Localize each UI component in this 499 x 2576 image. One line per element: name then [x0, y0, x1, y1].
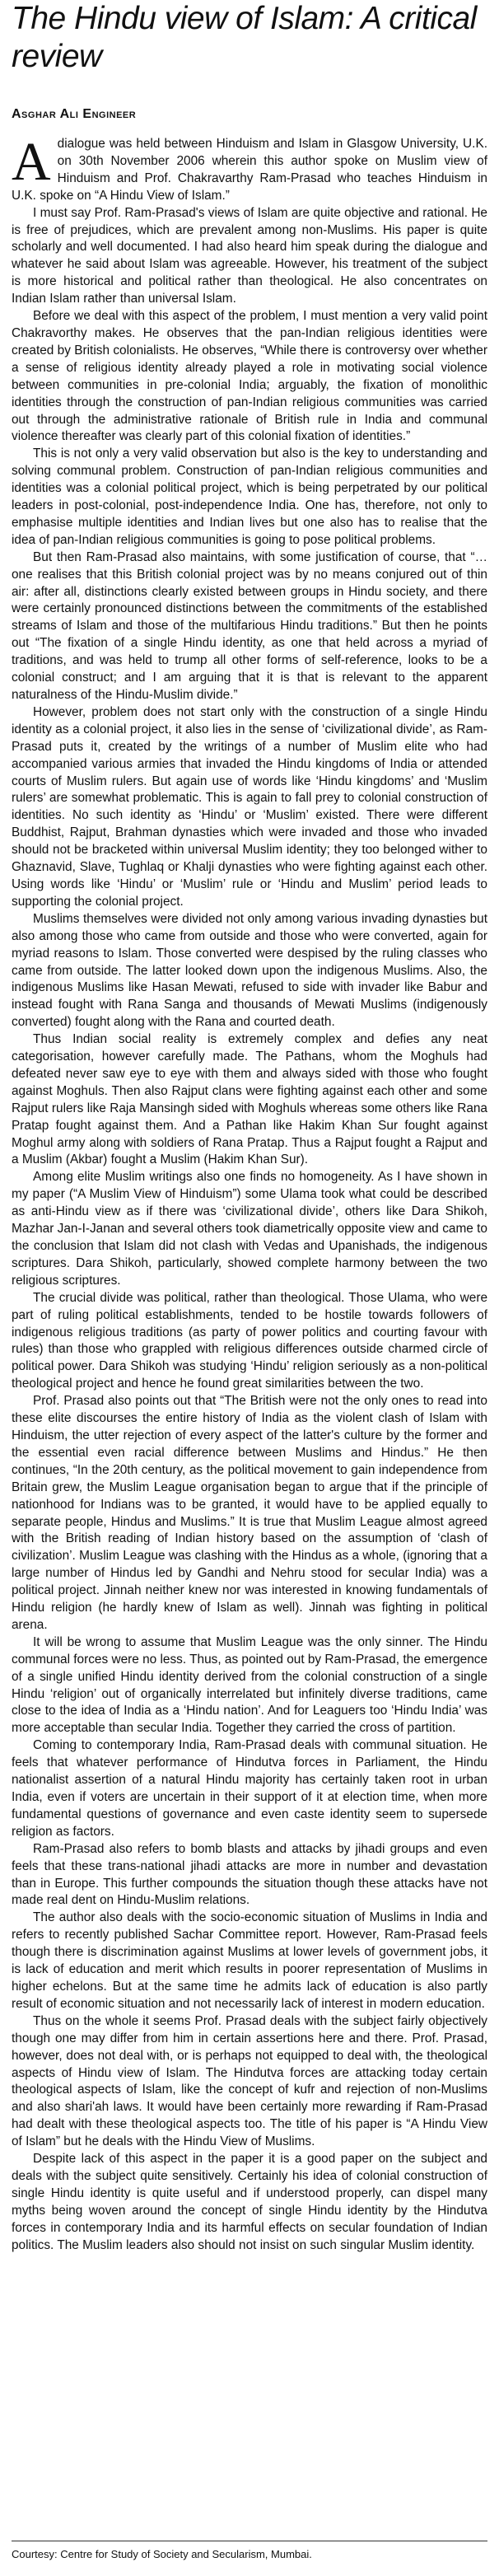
article-paragraph-1: [12, 132, 487, 205]
article-paragraph: Muslims themselves were divided not only among various invading dynasties but also among those who came from outside and those who were converted, again for myriad reasons to Islam. Those converted were despised by the ruling classes who came from outside. The latter looked down upon the indigenous Muslims. Also, the indigenous Muslims like Hasan Mewati, refused to side with invader like Babur and instead fought with Rana Sanga and thousands of Mewati Muslims (indigenously converted) fought along with the Rana and courted death.: [12, 911, 487, 1030]
article-paragraph: However, problem does not start only with the construction of a single Hindu identity as a colonial project, it also lies in the sense of ‘civilizational divide’, as Ram-Prasad puts it, created by the writings of a number of Muslim elite who had accompanied various armies that invaded the Hindu kingdoms of India or attended courts of Muslim rulers. But again use of words like ‘Hindu kingdoms’ and ‘Muslim rulers’ are somewhat problematic. This is again to fall prey to colonial construction of identities. No such identity as ‘Hindu’ or ‘Muslim’ existed. There were different Buddhist, Rajput, Brahman dynasties which were invaded and those who invaded should not be bracketed within universal Muslim identity; they too belonged wither to Ghaznavid, Slave, Tughlaq or Khalji dynasties who were fighting against each other. Using words like ‘Hindu’ or ‘Muslim’ rule or ‘Hindu and Muslim’ period leads to supporting the colonial project.: [12, 704, 487, 909]
article-paragraph: Ram-Prasad also refers to bomb blasts and attacks by jihadi groups and even feels that these trans-national jihadi attacks are more in number and devastation than in Europe. This further compounds the situation though these attacks have not made real dent on Hindu-Muslim relations.: [12, 1841, 487, 1908]
author-byline: Asghar Ali Engineer: [12, 107, 137, 121]
article-paragraph: Thus on the whole it seems Prof. Prasad deals with the subject fairly objectively though one may differ from him in certain assertions here and there. Prof. Prasad, however, does not deal with, or is perhaps not equipped to deal with, the theological aspects of Hindu view of Islam. The Hindutva forces are attacking today certain theological aspects of Islam, like the concept of kufr and rejection of non-Muslims and also shari'ah laws. It would have been certainly more rewarding if Ram-Prasad had dealt with these theological aspects too. The title of his paper is “A Hindu View of Islam” but he deals with the Hindu View of Muslims.: [12, 2013, 487, 2149]
courtesy-note: Courtesy: Centre for Study of Society and Secularism, Mumbai.: [12, 2548, 312, 2560]
article-paragraph: I must say Prof. Ram-Prasad's views of Islam are quite objective and rational. He is free of prejudices, which are prevalent among non-Muslims. His paper is quite scholarly and well documented. I had also heard him speak during the dialogue and whatever he said about Islam was agreeable. However, his treatment of the subject is more historical and political rather than theological. He also concentrates on Indian Islam rather than universal Islam.: [12, 205, 487, 306]
article-paragraph: But then Ram-Prasad also maintains, with some justification of course, that “…one realises that this British colonial project was by no means conjured out of thin air: after all, distinctions clearly existed between groups in Hindu society, and there were certainly pronounced distinctions between the commitments of the established streams of Islam and those of the multifarious Hindu traditions.” But then he points out “The fixation of a single Hindu identity, as one that held across a myriad of traditions, and was held to trump all other forms of self-reference, looks to be a colonial construct; and I am arguing that it is that is relevant to the apparent naturalness of the Hindu-Muslim divide.”: [12, 549, 487, 702]
article-paragraph: Thus Indian social reality is extremely complex and defies any neat categorisation, however carefully made. The Pathans, whom the Moghuls had defeated never saw eye to eye with them and always sided with those who fought against Moghuls. Then also Rajput clans were fighting against each other and some Rajput rulers like Raja Mansingh sided with Moghuls whereas some others like Rana Pratap fought against them. And a Pathan like Hakim Khan Sur fought against Moghul army along with soldiers of Rana Pratap. Thus a Rajput fought a Rajput and a Muslim (Akbar) fought a Muslim (Hakim Khan Sur).: [12, 1032, 487, 1167]
paragraph-text: dialogue was held between Hinduism and Islam in Glasgow University, U.K. on 30th November 2006 wherein this author spoke on Muslim view of Hinduism and Prof. Chakravarthy Ram-Prasad who teaches Hinduism in U.K. spoke on “A Hindu View of Islam.”: [12, 137, 487, 203]
article-paragraph: This is not only a very valid observation but also is the key to understanding and solving communal problem. Construction of pan-Indian religious communities and identities was a colonial political project, which is being perpetrated by our political leaders in post-colonial, post-independence India. One has, therefore, not only to emphasise multiple identities and Indian lives but one also has to realise that the idea of pan-Indian religious communities is going to pose political problems.: [12, 446, 487, 547]
article-paragraph: The crucial divide was political, rather than theological. Those Ulama, who were part of ruling political establishments, tended to be hostile towards followers of indigenous religious traditions (as party of power politics and courting favour with rules) than those who grappled with religious differences outside charmed circle of political power. Dara Shikoh was studying ‘Hindu’ religion seriously as a non-political theological project and hence he found great similarities between the two.: [12, 1290, 487, 1391]
article-paragraph: Despite lack of this aspect in the paper it is a good paper on the subject and deals with the subject quite sensitively. Certainly his idea of colonial construction of single Hindu identity is quite useful and if understood properly, can dispel many myths being woven around the concept of single Hindu identity by the Hindutva forces in contemporary India and its harmful effects on secular foundation of Indian politics. The Muslim leaders also should not insist on such singular Muslim identity.: [12, 2152, 487, 2252]
article-paragraph: Prof. Prasad also points out that “The British were not the only ones to read into these elite discourses the entire history of India as the violent clash of Islam with Hinduism, the utter rejection of every aspect of the latter's culture by the former and the essential even racial difference between Muslims and Hindus.” He then continues, “In the 20th century, as the political movement to gain independence from Britain grew, the Muslim League organisation began to argue that if the principle of nationhood for Indians was to be granted, it would have to be applied equally to separate people, Hindus and Muslims.” It is true that Muslim League almost agreed with the British reading of Indian history based on the assumption of ‘clash of civilization’. Muslim League was clashing with the Hindus as a whole, (ignoring that a large number of Hindus led by Gandhi and Nehru stood for secular India) was a political project. Jinnah neither knew nor was interested in knowing fundamentals of Hindu religion (he hardly knew of Islam as well). Jinnah was fighting in political arena.: [12, 1394, 487, 1632]
article-paragraph: It will be wrong to assume that Muslim League was the only sinner. The Hindu communal forces were no less. Thus, as pointed out by Ram-Prasad, the emergence of a single unified Hindu identity derived from the colonial construction of a single Hindu ‘religion’ out of organically interrelated but infinitely diverse traditions, came close to the idea of India as a ‘Hindu nation’. And for Leaguers too ‘Hindu India’ was more acceptable than secular India. Together they carried the cross of partition.: [12, 1634, 488, 1736]
article-paragraph: Before we deal with this aspect of the problem, I must mention a very valid point Chakravorthy makes. He observes that the pan-Indian religious identities were created by British colonialists. He observes, “While there is controversy over whether a sense of religious identity already played a role in motivating social violence between communities in pre-colonial India; arguably, the fixation of monolithic identities through the construction of pan-Indian religious communities was carried out through the administrative rationale of British rule in India and communal violence thereafter was clearly part of this colonial fixation of identities.”: [12, 309, 487, 444]
article-paragraph: Coming to contemporary India, Ram-Prasad deals with communal situation. He feels that whatever performance of Hindutva forces in Parliament, the Hindu nationalist assertion of a natural Hindu majority has certainly taken root in urban India, even if voters are uncertain in their support of it at election time, when more fundamental questions of governance and even caste identity seem to supersede religion as factors.: [12, 1738, 487, 1839]
article-paragraph: Among elite Muslim writings also one finds no homogeneity. As I have shown in my paper (“A Muslim View of Hinduism”) some Ulama took what could be described as anti-Hindu view as if there was ‘civilizational divide’, others like Dara Shikoh, Mazhar Jan-I-Janan and several others took diametrically opposite view and came to the conclusion that Islam did not clash with Vedas and Upanishads, the indigenous scriptures. Dara Shikoh, particularly, showed complete harmony between the two religious scriptures.: [12, 1170, 487, 1288]
article-paragraph: The author also deals with the socio-economic situation of Muslims in India and refers to recently published Sachar Committee report. However, Ram-Prasad feels though there is discrimination against Muslims at lower levels of government jobs, it is lack of education and merit which results in poorer representation of Muslims in higher echelons. But at the same time he admits lack of education is also partly result of economic situation and not necessarily lack of interest in modern education.: [12, 1910, 487, 2011]
article-title: The Hindu view of Islam: A critical review: [12, 1, 477, 74]
drop-cap: A: [12, 132, 51, 192]
article-body: [12, 132, 488, 2254]
